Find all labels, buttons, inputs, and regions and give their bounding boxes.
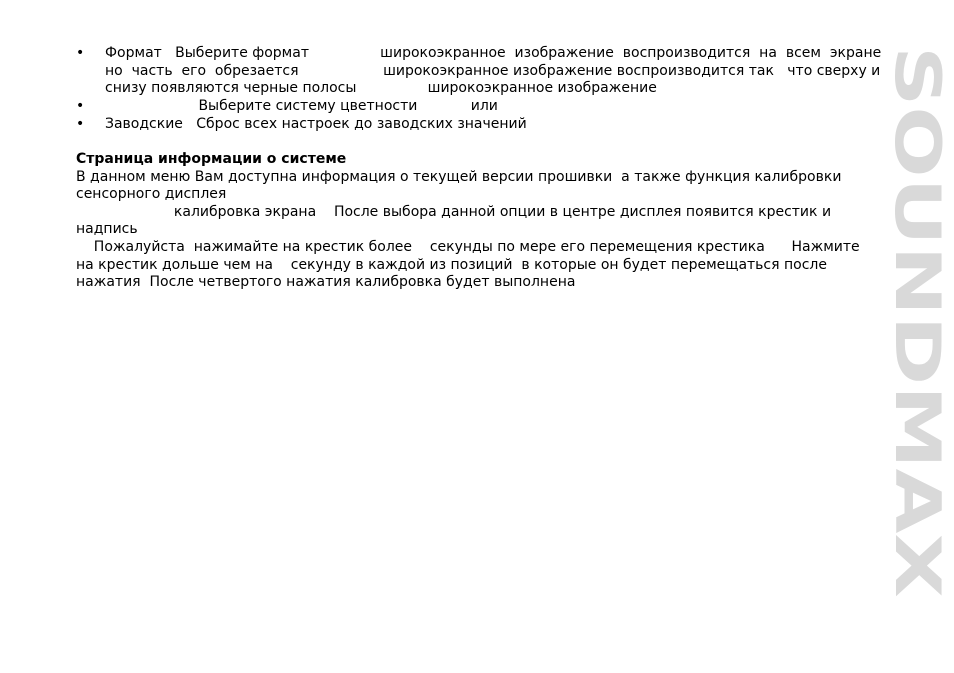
- color-system-line: Выберите систему цветности или: [105, 98, 498, 114]
- soundmax-logo: [881, 46, 954, 606]
- section-line-5: Пожалуйста нажимайте на крестик более секунды по мере его перемещения крестика Нажмите: [76, 239, 860, 255]
- section-line-1: В данном меню Вам доступна информация о текущей версии прошивки а также функция калибровки: [76, 169, 842, 185]
- svg-text:SOUNDMAX: SOUNDMAX: [881, 46, 954, 455]
- bullet-marker: •: [76, 45, 85, 61]
- section-line-3: калибровка экрана После выбора данной опции в центре дисплея появится крестик и: [76, 204, 832, 220]
- bullet-marker: •: [76, 116, 85, 132]
- section-line-6: на крестик дольше чем на секунду в каждой из позиций в которые он будет перемещаться после: [76, 257, 827, 273]
- bullet-marker: •: [76, 98, 85, 114]
- soundmax-logo-graphic: [881, 46, 954, 606]
- section-line-7: нажатия После четвертого нажатия калибровка будет выполнена: [76, 274, 576, 290]
- format-line-2: но часть его обрезается широкоэкранное изображение воспроизводится так что сверху и: [105, 63, 881, 79]
- section-heading: Страница информации о системе: [76, 151, 347, 167]
- format-line-1: Формат Выберите формат широкоэкранное изображение воспроизводится на всем экране: [105, 45, 882, 61]
- factory-reset-line: Заводские Сброс всех настроек до заводских значений: [105, 116, 527, 132]
- section-line-4: надпись: [76, 221, 138, 237]
- section-line-2: сенсорного дисплея: [76, 186, 227, 202]
- format-line-3: снизу появляются черные полосы широкоэкранное изображение: [105, 80, 657, 96]
